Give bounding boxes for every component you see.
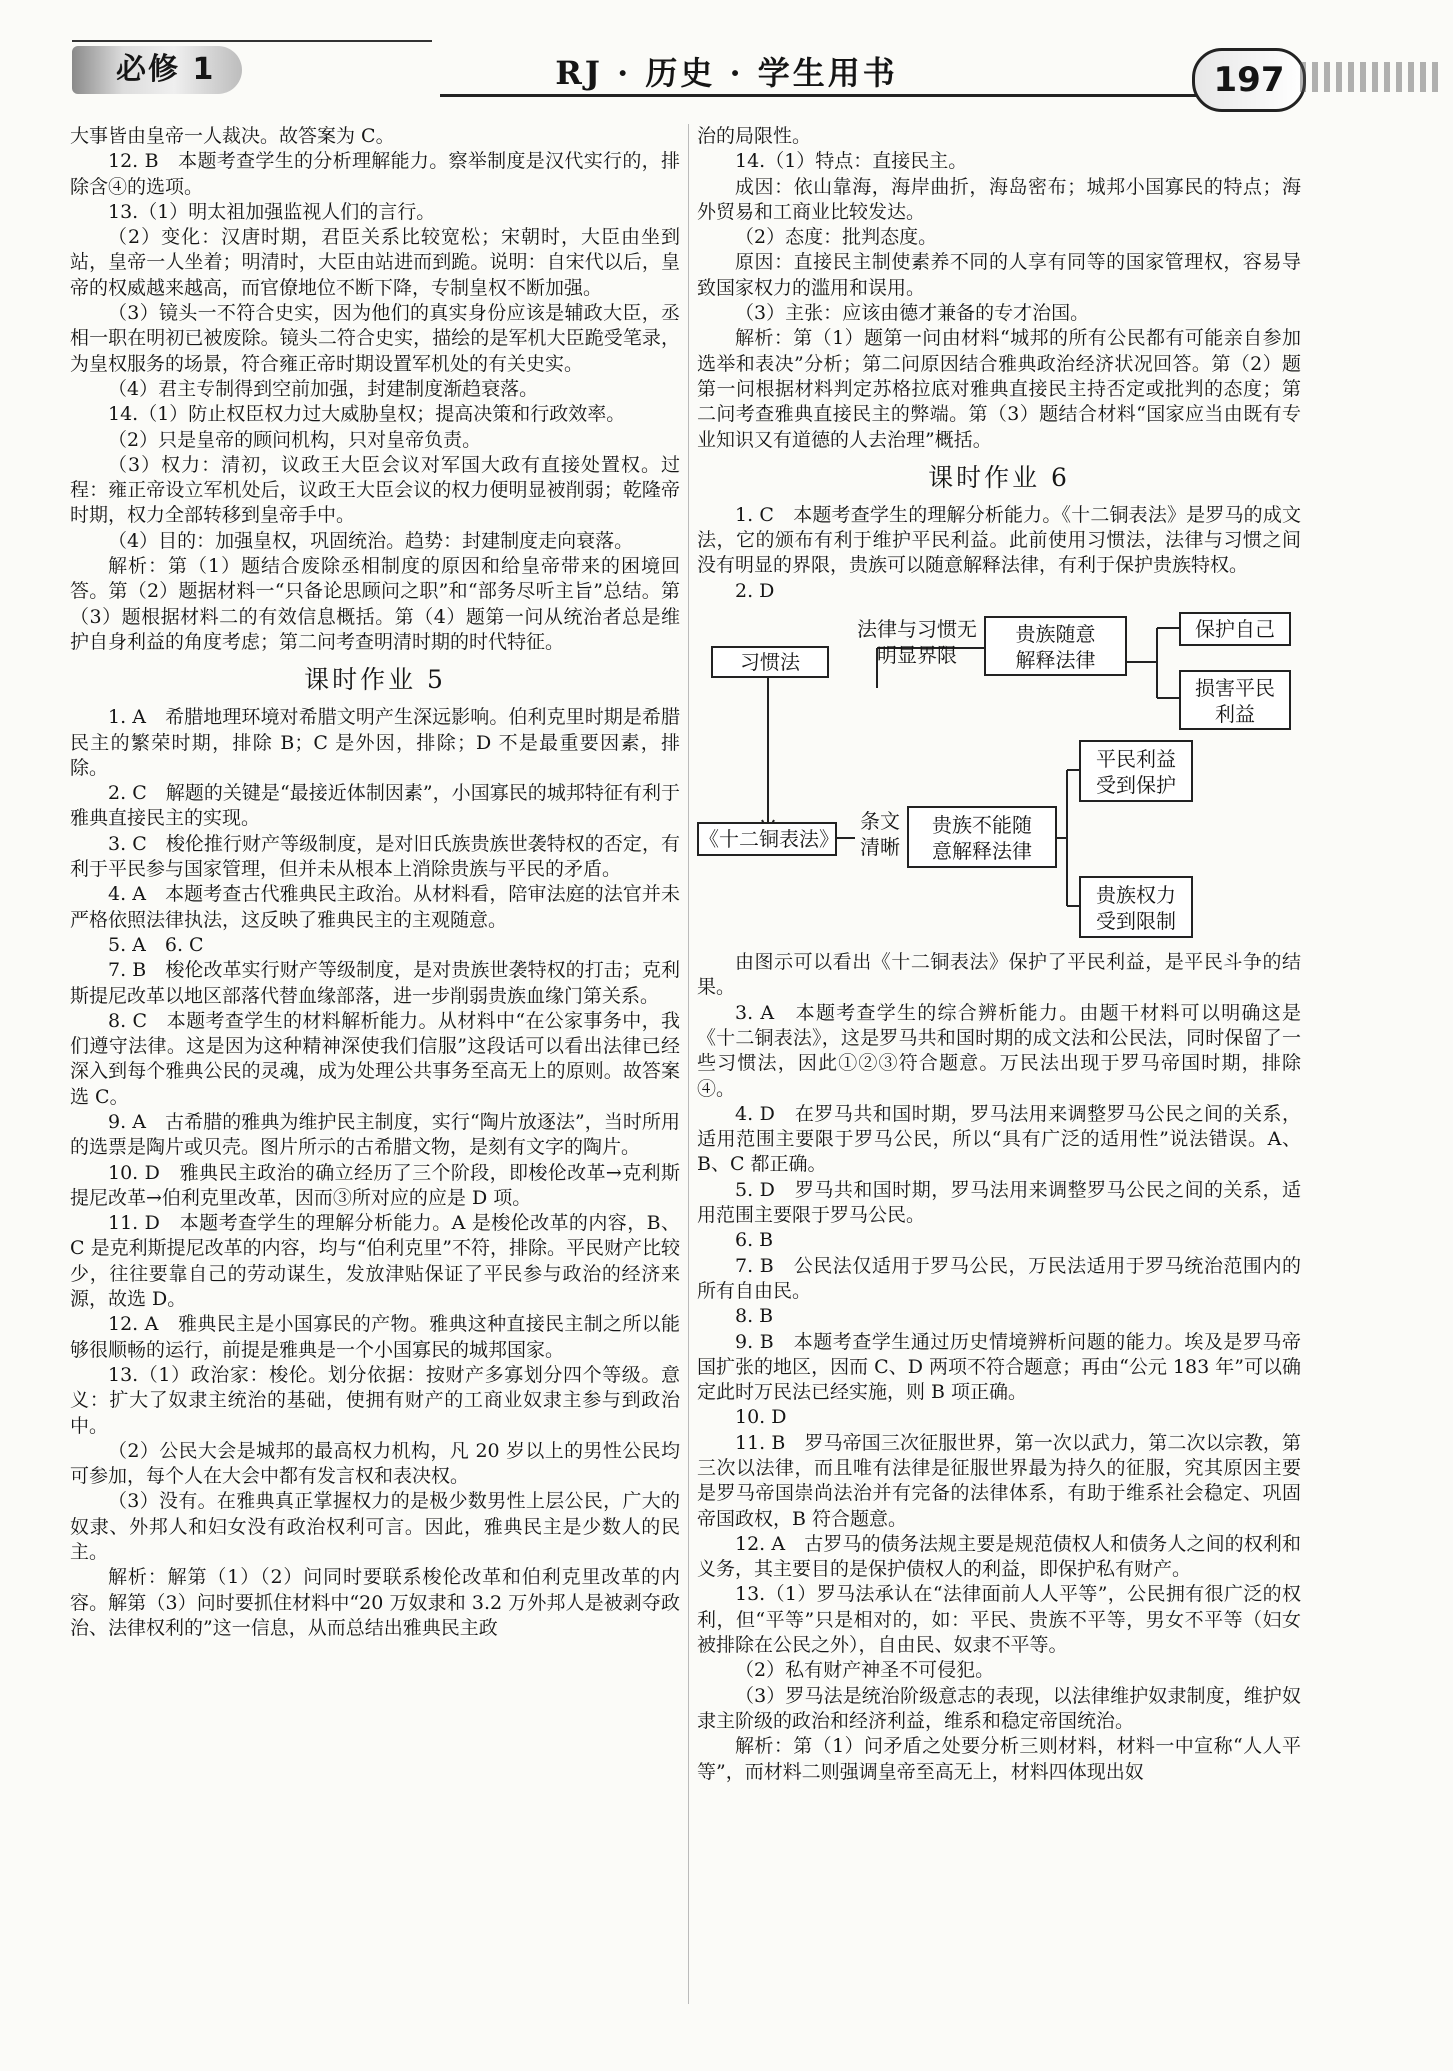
harm-commoners-line1: 损害平民 (1195, 676, 1275, 701)
protect-self-box: 保护自己 (1179, 612, 1291, 646)
book-title: RJ · 历史 · 学生用书 (555, 54, 898, 92)
commoner-protected-line1: 平民利益 (1096, 747, 1176, 772)
answer-paragraph: 解析：第（1）题第一问由材料“城邦的所有公民都有可能亲自参加选举和表决”分析；第二问原因结合雅典政治经济状况回答。第（2）题第一问根据材料判定苏格拉底对雅典直接民主持否定或批判的态度；第二问考查雅典直接民主的弊端。第（3）题结合材料“国家应当由既有专业知识又有道德的人去治理”概括。 (697, 327, 1301, 451)
answer-paragraph: 1. A 希腊地理环境对希腊文明产生深远影响。伯利克里时期是希腊民主的繁荣时期，排除 B；C 是外因，排除；D 不是最重要因素，排除。 (70, 706, 680, 779)
header-rule (440, 94, 1263, 97)
commoner-protected-line2: 受到保护 (1096, 773, 1176, 798)
answer-paragraph: 4. D 在罗马共和国时期，罗马法用来调整罗马公民之间的关系，适用范围主要限于罗马公民，所以“具有广泛的适用性”说法错误。A、B、C 都正确。 (697, 1102, 1301, 1176)
answer-paragraph: 13.（1）罗马法承认在“法律面前人人平等”，公民拥有很广泛的权利，但“平等”只是相对的，如：平民、贵族不平等，男女不平等（妇女被排除在公民之外），自由民、奴隶不平等。 (697, 1583, 1301, 1657)
clear-text-line1: 条文 (860, 809, 900, 834)
answer-paragraph: 由图示可以看出《十二铜表法》保护了平民利益，是平民斗争的结果。 (697, 951, 1301, 999)
answer-paragraph: 8. C 本题考查学生的材料解析能力。从材料中“在公家事务中，我们遵守法律。这是因为这种精神深使我们信服”这段话可以看出法律已经深入到每个雅典公民的灵魂，成为处理公共事务至高无上的原则。故答案选 C。 (70, 1009, 680, 1108)
column-divider (688, 124, 689, 2004)
answer-paragraph: （4）目的：加强皇权，巩固统治。趋势：封建制度走向衰落。 (108, 529, 634, 552)
page-header (0, 0, 1453, 122)
section-heading: 课时作业 6 (928, 462, 1070, 492)
answer-paragraph: （2）态度：批判态度。 (735, 226, 938, 249)
noble-cannot-box (907, 806, 1057, 868)
answer-paragraph: 5. A 6. C (108, 933, 204, 956)
answer-paragraph: 13.（1）明太祖加强监视人们的言行。 (108, 200, 436, 223)
answer-paragraph: （2）变化：汉唐时期，君臣关系比较宽松；宋朝时，大臣由坐到站，皇帝一人坐着；明清时，大臣由站进而到跪。说明：自宋代以后，皇帝的权威越来越高，而官僚地位不断下降，专制皇权不断加强。 (70, 226, 680, 299)
answer-paragraph: （3）罗马法是统治阶级意志的表现，以法律维护奴隶制度，维护奴隶主阶级的政治和经济利益，维系和稳定帝国统治。 (697, 1684, 1301, 1732)
noble-arbitrary-line2: 解释法律 (1015, 648, 1096, 673)
answer-paragraph: 大事皆由皇帝一人裁决。故答案为 C。 (70, 125, 395, 147)
answer-paragraph: 2. C 解题的关键是“最接近体制因素”，小国寡民的城邦特征有利于雅典直接民主的实现。 (70, 782, 680, 830)
right-column (697, 124, 1301, 1785)
answer-paragraph: 解析：第（1）问矛盾之处要分析三则材料，材料一中宣称“人人平等”，而材料二则强调皇帝至高无上，材料四体现出奴 (697, 1735, 1301, 1783)
answer-paragraph: （2）公民大会是城邦的最高权力机构，凡 20 岁以上的男性公民均可参加，每个人在大会中都有发言权和表决权。 (70, 1439, 680, 1488)
volume-badge: 必修 1 (72, 46, 242, 94)
noble-limited-line1: 贵族权力 (1096, 883, 1176, 908)
harm-commoners-box (1179, 670, 1291, 730)
answer-paragraph: 3. C 梭伦推行财产等级制度，是对旧氏族贵族世袭特权的否定，有利于平民参与国家管理，但并未从根本上消除贵族与平民的矛盾。 (70, 832, 680, 881)
noble-cannot-line1: 贵族不能随 (932, 813, 1032, 838)
answer-paragraph: 12. B 本题考查学生的分析理解能力。察举制度是汉代实行的，排除含④的选项。 (70, 150, 680, 198)
noble-arbitrary-line1: 贵族随意 (1015, 622, 1096, 647)
right-column-top (697, 124, 1301, 604)
answer-paragraph: （2）只是皇帝的顾问机构，只对皇帝负责。 (108, 428, 482, 451)
answer-paragraph: 9. A 古希腊的雅典为维护民主制度，实行“陶片放逐法”，当时所用的选票是陶片或贝壳。图片所示的古希腊文物，是刻有文字的陶片。 (70, 1110, 680, 1159)
law-custom-label-line1: 法律与习惯无 (857, 617, 977, 642)
answer-paragraph: 10. D 雅典民主政治的确立经历了三个阶段，即梭伦改革→克利斯提尼改革→伯利克里改革，因而③所对应的应是 D 项。 (70, 1161, 680, 1209)
noble-arbitrary-box (984, 616, 1127, 676)
answer-paragraph: 7. B 梭伦改革实行财产等级制度，是对贵族世袭特权的打击；克利斯提尼改革以地区部落代替血缘部落，进一步削弱贵族血缘门第关系。 (70, 959, 680, 1007)
commoner-protected-box (1079, 740, 1193, 802)
page-number: 197 (1192, 48, 1306, 112)
answer-paragraph: 14.（1）防止权臣权力过大威胁皇权；提高决策和行政效率。 (108, 403, 626, 426)
answer-paragraph: 原因：直接民主制使素养不同的人享有同等的国家管理权，容易导致国家权力的滥用和误用。 (697, 251, 1301, 299)
answer-paragraph: 12. A 古罗马的债务法规主要是规范债权人和债务人之间的权利和义务，其主要目的是保护债权人的利益，即保护私有财产。 (697, 1532, 1301, 1581)
answer-paragraph: 11. D 本题考查学生的理解分析能力。A 是梭伦改革的内容，B、C 是克利斯提尼改革的内容，均与“伯利克里”不符，排除。平民财产比较少，往往要靠自己的劳动谋生，发放津贴保证了平民参与政治的经济来源，故选 D。 (70, 1212, 681, 1311)
law-custom-label-line2: 明显界限 (877, 643, 957, 668)
clear-text-line2: 清晰 (860, 835, 900, 860)
answer-paragraph: 10. D (735, 1406, 787, 1429)
answer-paragraph: 1. C 本题考查学生的理解分析能力。《十二铜表法》是罗马的成文法，它的颁布有利于维护平民利益。此前使用习惯法，法律与习惯之间没有明显的界限，贵族可以随意解释法律，有利于保护贵族特权。 (697, 503, 1301, 577)
section-heading: 课时作业 5 (304, 665, 446, 695)
answer-paragraph: （3）权力：清初，议政王大臣会议对军国大政有直接处置权。过程：雍正帝设立军机处后，议政王大臣会议的权力便明显被削弱；乾隆帝时期，权力全部转移到皇帝手中。 (70, 453, 680, 527)
answer-paragraph: （4）君主专制得到空前加强，封建制度渐趋衰落。 (108, 377, 539, 400)
twelve-tables-box: 《十二铜表法》 (697, 822, 837, 856)
answer-paragraph: （3）镜头一不符合史实，因为他们的真实身份应该是辅政大臣，丞相一职在明初已被废除。镜头二符合史实，描绘的是军机大臣跪受笔录，为皇权服务的场景，符合雍正帝时期设置军机处的有关史实。 (70, 302, 680, 375)
page-number-decoration (1300, 62, 1440, 92)
answer-paragraph: 9. B 本题考查学生通过历史情境辨析问题的能力。埃及是罗马帝国扩张的地区，因而 C、D 两项不符合题意；再由“公元 183 年”可以确定此时万民法已经实施，则 B 项正确。 (697, 1330, 1301, 1404)
answer-paragraph: 5. D 罗马共和国时期，罗马法用来调整罗马公民之间的关系，适用范围主要限于罗马公民。 (697, 1178, 1301, 1227)
answer-paragraph: （3）没有。在雅典真正掌握权力的是极少数男性上层公民，广大的奴隶、外邦人和妇女没有政治权利可言。因此，雅典民主是少数人的民主。 (70, 1490, 680, 1564)
noble-limited-box (1079, 876, 1193, 938)
right-column-bottom (697, 950, 1301, 1785)
answer-paragraph: 12. A 雅典民主是小国寡民的产物。雅典这种直接民主制之所以能够很顺畅的运行，前提是雅典是一个小国寡民的城邦国家。 (70, 1313, 680, 1361)
answer-paragraph: 治的局限性。 (697, 125, 812, 147)
answer-paragraph: 解析：解第（1）（2）问同时要联系梭伦改革和伯利克里改革的内容。解第（3）问时要抓住材料中“20 万奴隶和 3.2 万外邦人是被剥夺政治、法律权利的”这一信息，从而总结出雅典民主政 (70, 1566, 680, 1639)
harm-commoners-line2: 利益 (1215, 702, 1255, 727)
noble-cannot-line2: 意解释法律 (932, 839, 1032, 864)
answer-paragraph: 解析：第（1）题结合废除丞相制度的原因和给皇帝带来的困境回答。第（2）题据材料一“只备论思顾问之职”和“部务尽听主旨”总结。第（3）题根据材料二的有效信息概括。第（4）题第一问从统治者总是维护自身利益的角度考虑；第二问考查明清时期的时代特征。 (70, 555, 680, 653)
answer-paragraph: 2. D (735, 579, 775, 602)
noble-limited-line2: 受到限制 (1096, 909, 1176, 934)
custom-law-box: 习惯法 (711, 646, 829, 678)
answer-paragraph: 13.（1）政治家：梭伦。划分依据：按财产多寡划分四个等级。意义：扩大了奴隶主统治的基础，使拥有财产的工商业奴隶主参与到政治中。 (70, 1363, 680, 1437)
answer-paragraph: 4. A 本题考查古代雅典民主政治。从材料看，陪审法庭的法官并未严格依照法律执法，这反映了雅典民主的主观随意。 (70, 883, 680, 931)
answer-paragraph: 7. B 公民法仅适用于罗马公民，万民法适用于罗马统治范围内的所有自由民。 (697, 1254, 1301, 1302)
answer-paragraph: 14.（1）特点：直接民主。 (735, 150, 968, 173)
answer-paragraph: （2）私有财产神圣不可侵犯。 (735, 1659, 995, 1682)
header-top-rule (72, 40, 432, 42)
answer-paragraph: 3. A 本题考查学生的综合辨析能力。由题干材料可以明确这是《十二铜表法》，这是罗马共和国时期的成文法和公民法，同时保留了一些习惯法，因此①②③符合题意。万民法出现于罗马帝国时期，排除④。 (697, 1001, 1301, 1100)
answer-paragraph: 8. B (735, 1305, 774, 1328)
answer-paragraph: 成因：依山靠海，海岸曲折，海岛密布；城邦小国寡民的特点；海外贸易和工商业比较发达。 (697, 175, 1301, 223)
answer-paragraph: 6. B (735, 1229, 774, 1252)
answer-paragraph: 11. B 罗马帝国三次征服世界，第一次以武力，第二次以宗教，第三次以法律，而且唯有法律是征服世界最为持久的征服，究其原因主要是罗马帝国崇尚法治并有完备的法律体系，有助于维系社会稳定、巩固帝国政权，B 符合题意。 (697, 1431, 1301, 1530)
left-column (70, 124, 680, 1641)
law-comparison-diagram (697, 610, 1301, 942)
answer-paragraph: （3）主张：应该由德才兼备的专才治国。 (735, 302, 1090, 325)
